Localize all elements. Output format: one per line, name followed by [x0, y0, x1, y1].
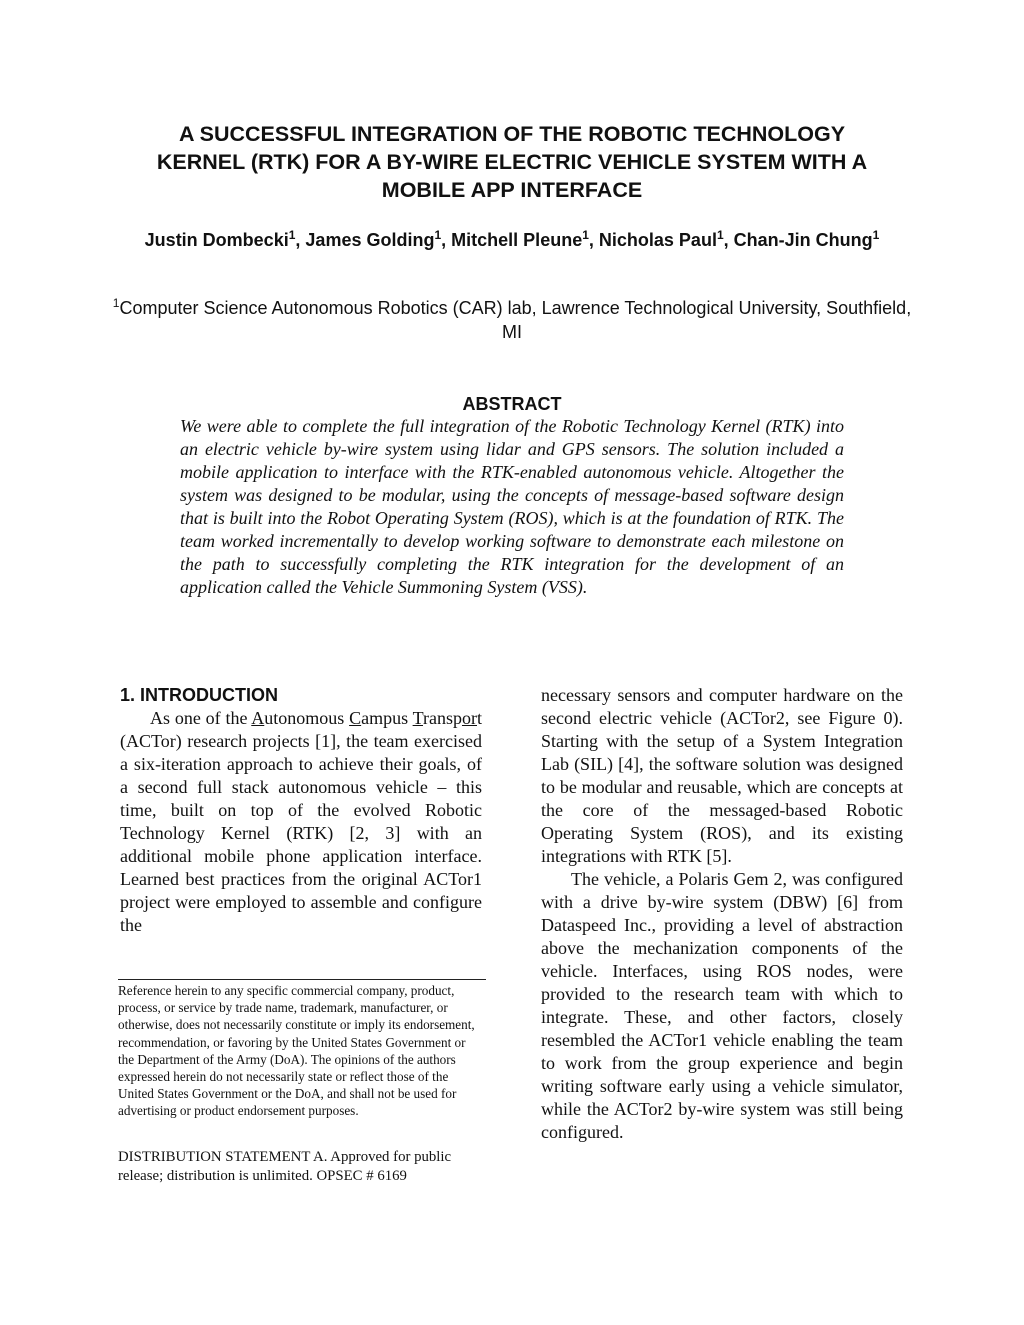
intro-text: t (ACTor) research projects [1], the team exercised a six-iteration approach to achieve their goals, of a second full stack autonomous vehicle – this time, built on top of the evolved Robotic Technology Kernel (RTK) [2, 3] with an additional mobile phone application interface. Learned best practices from the original ACTor1 project were employed to assemble and configure the — [120, 708, 482, 935]
acronym-letter: A — [251, 708, 265, 728]
author-sep: , — [723, 230, 734, 250]
title-line-2: KERNEL (RTK) FOR A BY-WIRE ELECTRIC VEHICLE SYSTEM WITH A — [156, 150, 868, 174]
distribution-statement: DISTRIBUTION STATEMENT A. Approved for public release; distribution is unlimited. OPSEC # 6169 — [118, 1149, 452, 1184]
author-sep: , — [295, 230, 306, 250]
acronym-letter: C — [349, 708, 362, 728]
author-sup: 1 — [288, 228, 296, 242]
footnote-disclaimer: Reference herein to any specific commercial company, product, process, or service by trade name, trademark, manufacturer, or otherwise, does not necessarily constitute or imply its endorsement, recommendation, or favoring by the United States Government or the Department of the Army (DoA). The opinions of the authors expressed herein do not necessarily state or reflect those of the United States Government or the DoA, and shall not be used for advertising or product endorsement purposes. — [118, 983, 475, 1119]
intro-text: utonomous — [264, 708, 350, 728]
intro-paragraph-2: The vehicle, a Polaris Gem 2, was configured with a drive by-wire system (DBW) [6] from Dataspeed Inc., providing a level of abstraction above the mechanization components of the vehicle. Interfaces, using ROS nodes, were provided to the research team with which to integrate. These, and other factors, closely resembled the ACTor1 vehicle enabling the team to work from the group experience and begin writing software early using a vehicle simulator, while the ACTor2 by-wire system was still being configured. — [541, 869, 903, 1142]
abstract-text: We were able to complete the full integration of the Robotic Technology Kernel (RTK) into an electric vehicle by-wire system using lidar and GPS sensors. The solution included a mobile application to interface with the RTK-enabled autonomous vehicle. Altogether the system was designed to be modular, using the concepts of message-based software design that is built into the Robot Operating System (ROS), which is at the foundation of RTK. The team worked incrementally to develop working software to demonstrate each milestone on the path to successfully completing the RTK integration for the development of an application called the Vehicle Summoning System (VSS). — [180, 416, 844, 597]
author-sup: 1 — [716, 228, 724, 242]
section-heading-introduction: 1. INTRODUCTION — [120, 685, 279, 705]
right-column — [541, 684, 903, 1144]
affiliation-sup: 1 — [112, 296, 120, 310]
author-name: Chan-Jin Chung — [733, 230, 873, 250]
intro-text: ransp — [422, 708, 462, 728]
author-name: Justin Dombecki — [144, 230, 289, 250]
author-name: James Golding — [305, 230, 435, 250]
author-list — [110, 228, 914, 252]
paper-title — [100, 120, 924, 204]
author-sep: , — [441, 230, 452, 250]
author-name: Nicholas Paul — [598, 230, 717, 250]
intro-paragraph-1-continued: necessary sensors and computer hardware on the second electric vehicle (ACTor2, see Figure 0). Starting with the setup of a System Integration Lab (SIL) [4], the software solution was designed to be modular and reusable, which are concepts at the core of the messaged-based Robotic Operating System (ROS), and its existing integrations with RTK [5]. — [541, 685, 903, 866]
left-column — [120, 684, 482, 937]
author-sup: 1 — [434, 228, 442, 242]
author-name: Mitchell Pleune — [451, 230, 583, 250]
intro-text: As one of the — [150, 708, 252, 728]
footnote-divider — [118, 979, 486, 980]
acronym-letter: T — [412, 708, 423, 728]
title-line-3: MOBILE APP INTERFACE — [381, 178, 643, 202]
title-line-1: A SUCCESSFUL INTEGRATION OF THE ROBOTIC TECHNOLOGY — [178, 122, 846, 146]
author-sup: 1 — [582, 228, 589, 242]
author-sup: 1 — [872, 228, 880, 242]
author-sep: , — [588, 230, 599, 250]
intro-paragraph-1 — [120, 707, 482, 937]
affiliation-text: Computer Science Autonomous Robotics (CAR) lab, Lawrence Technological University, Southfield, MI — [119, 298, 912, 342]
intro-text: ampus — [361, 708, 413, 728]
affiliation — [110, 296, 914, 344]
abstract-heading: ABSTRACT — [462, 394, 562, 414]
acronym-letter: or — [461, 708, 477, 728]
